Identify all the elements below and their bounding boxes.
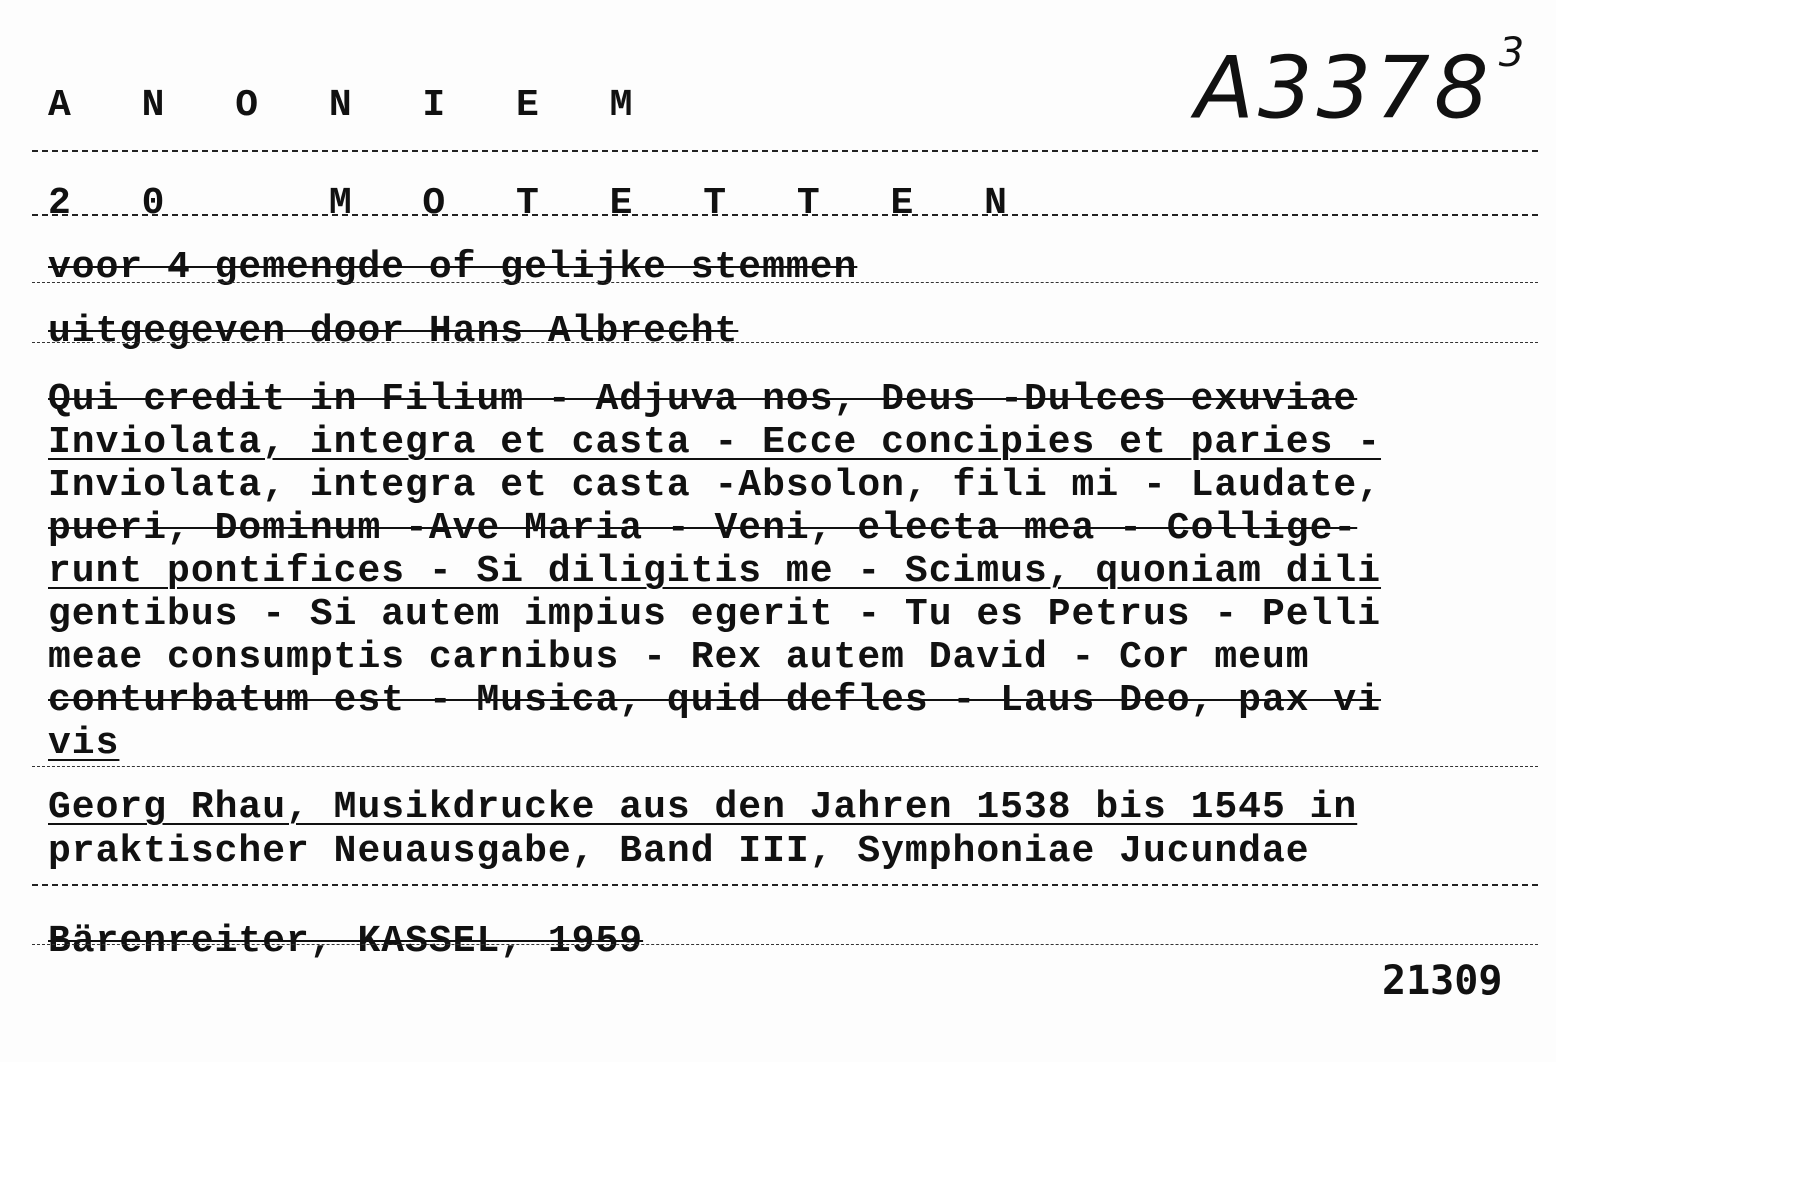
contents-line: runt pontifices - Si diligitis me - Scimus, quoniam dili	[48, 550, 1382, 593]
divider	[32, 884, 1538, 886]
imprint: Bärenreiter, KASSEL, 1959	[48, 920, 644, 963]
author-heading: A N O N I E M	[48, 84, 657, 127]
divider	[32, 342, 1538, 343]
contents-line: pueri, Dominum -Ave Maria - Veni, electa mea - Collige-	[48, 507, 1358, 550]
subtitle: voor 4 gemengde of gelijke stemmen	[48, 246, 858, 289]
catalog-number: 21309	[1382, 958, 1503, 1004]
divider	[32, 766, 1538, 767]
contents-line: conturbatum est - Musica, quid defles - Laus Deo, pax vi	[48, 679, 1382, 722]
contents-line: Qui credit in Filium - Adjuva nos, Deus -Dulces exuviae	[48, 378, 1358, 421]
shelf-mark-main: A3378	[1195, 38, 1493, 139]
editor: uitgegeven door Hans Albrecht	[48, 310, 739, 353]
divider	[32, 944, 1538, 945]
contents-line: gentibus - Si autem impius egerit - Tu es Petrus - Pelli	[48, 593, 1382, 636]
contents-line: Inviolata, integra et casta - Ecce concipies et paries -	[48, 421, 1382, 464]
shelf-mark-superscript: 3	[1498, 30, 1529, 76]
divider	[32, 214, 1538, 216]
contents-line: vis	[48, 722, 120, 765]
series-line: praktischer Neuausgabe, Band III, Symphoniae Jucundae	[48, 830, 1310, 873]
divider	[32, 150, 1538, 152]
handwritten-shelf-mark	[1195, 30, 1529, 139]
series-line: Georg Rhau, Musikdrucke aus den Jahren 1538 bis 1545 in	[48, 786, 1358, 829]
contents-line: Inviolata, integra et casta -Absolon, fili mi - Laudate,	[48, 464, 1382, 507]
divider	[32, 282, 1538, 283]
contents-line: meae consumptis carnibus - Rex autem David - Cor meum	[48, 636, 1310, 679]
title: 2 0 M O T E T T E N	[48, 182, 1031, 225]
